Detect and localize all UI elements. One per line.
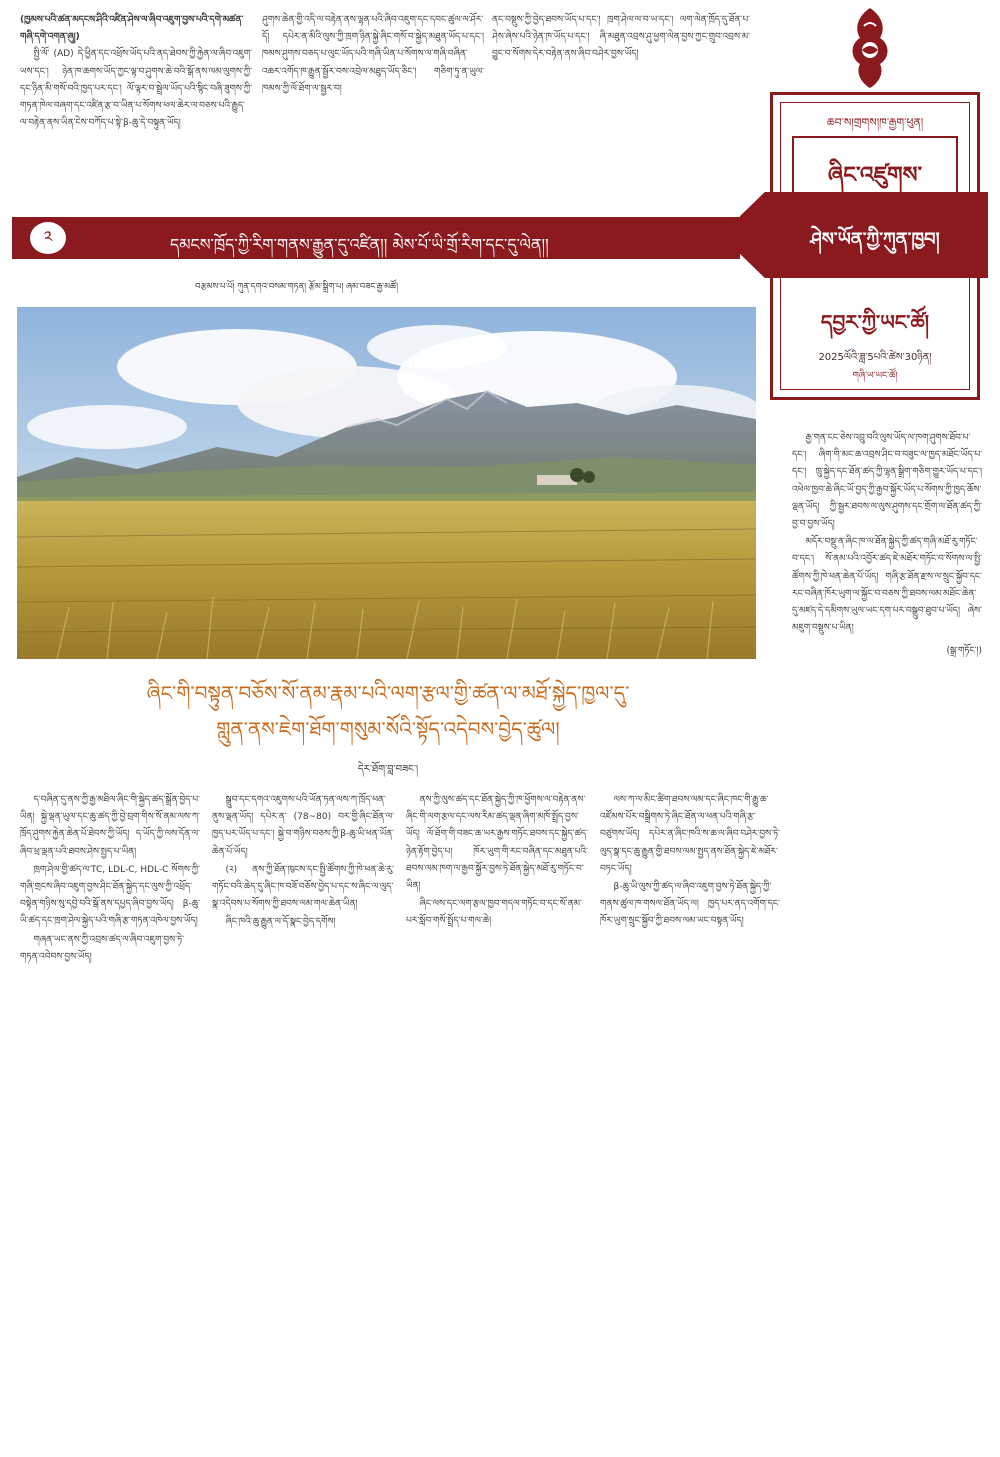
paragraph: སྒྲུབ་དང་དགའ་འཇུགས་པའི་ཡོན་ཏན་ལས་ཀ་ཁྲོད་ཕན་ནུས་ལྡན་ཡོད། དཔེར་ན་ (78~80) བར་གྱི་ཞིང་ཐོན་ལ་ཁྱད་པར་ཡོད་པ་དང་། སྐྱེ་བ་གཉིས་བཅས་ཀྱི་β-ཆུ་ཡི་ཕན་ཡོན་ཆེན་པོ་ཡོད། [212,795,394,857]
side-closing: (སྒྲ་གཏོང་།) [946,646,982,657]
paragraph: མདོར་བསྡུ་ན་ཞིང་ཁ་ལ་ཐོན་སྐྱེད་ཀྱི་ཚད་གཞི་མཐོ་རུ་གཏོང་བ་དང་། སོ་ནམ་པའི་འབྱོར་ཚད་ཇེ་མཐོར་གཏོང་བ་སོགས་ལ་སྤྱི་ཚོགས་ཀྱི་ཁེ་ཕན་ཆེན་པོ་ཡོད། གཞི་རྩ་ཐོན་རྫས་ལ་སྲུང་སྐྱོབ་དང་རང་བཞིན་ཁོར་ཡུག་ལ་སྐྱོང་བ་བཅས་ཀྱི་ཐབས་ལམ་མཐོང་ཆེན་དུ་མཛད་དེ་དམིགས་ཡུལ་ཡང་དག་པར་བསྒྲུབ་ཐུབ་པ་ཡོད། ཞེས་མཇུག་བསྡུས་པ་ཡིན། [792,537,982,634]
article-headline-line-2: གླུན་ནས་ཇེག་ཐོག་གསུམ་སོའི་སྟོད་འདེབས་བྱེད་ཚུལ། [216,717,560,741]
paragraph: ད་བཞིན་དུ་ནས་ཀྱི་རྒྱ་མཐིལ་ཞིང་གི་སྐྱེད་ཚད་སྒྲོན་བྱེད་པ་ཡིན། སྐྱེ་ལྡན་ཡུལ་དང་ཆུ་ཚད་ཀྱི་བྱེ་བྲག་གིས་སོ་ནམ་ལས་ཀ་ཁྲོད་ཤུགས་རྐྱེན་ཆེན་པོ་ཐེབས་ཀྱི་ཡོད། ད་ཡོད་ཀྱི་ལས་དོན་ལ་ཞིབ་ཕྲ་ལྡན་པའི་ཐབས་ཤེས་སྤྱད་པ་ཡིན། [20,795,200,857]
body-column-3 [406,792,588,1442]
side-column [792,430,982,1440]
intro-note: (ཁྱམས་པའི་ཚན་མདངས་ཤིའི་འཛིན་ཤེས་ལ་ཞིབ་འཇུག་བྱས་པའི་དགེ་མཚན་གཞི་དགེ་འགན་ཞུ།) [20,15,244,43]
credits-line: བརྩམས་པ་པོ། ཀུན་དགའ་བསམ་གཏན། རྩོམ་སྒྲིག་པ། ཞམ་བཟང་རྒྱ་མཚོ། [195,282,398,292]
masthead-issue: གཞི་ཡ་ཡང་ཚོ། [852,371,898,381]
masthead-emblem [840,6,900,90]
paper-name: ཤེས་ཡོན་ཀྱི་ཀུན་ཁྱབ། [810,229,940,250]
masthead-subtitle: ཆབ་ས།གྲགས།ཁ་རྒྱག་ཕུན། [826,116,924,129]
page-number: ༢ [30,222,66,254]
paragraph: གཞན་ཡང་ནས་ཀྱི་འབྲས་ཚད་ལ་ཞིབ་འཇུག་བྱས་ཏེ་གཏན་འབེབས་བྱས་ཡོད། [20,934,184,962]
emblem-icon [840,6,900,90]
article-author: དེར་ཐོག་བླ་བཟང་། [357,764,419,775]
paragraph: (༢) ནས་ཀྱི་ཐོན་ཁུངས་དང་སྤྱི་ཚོགས་ཀྱི་ཁེ་ཕན་ཆེ་རུ་གཏོང་བའི་ཆེད་དུ་ཞིང་ཁ་བཟོ་བཅོས་བྱེད་པ་དང་ས་ཞིང་ལ་ལུད་སྣ་འདེབས་པ་སོགས་ཀྱི་ཐབས་ལམ་གལ་ཆེན་ཡིན། [212,864,394,910]
paragraph: ཞིང་ཁའི་ཆུ་རྒྱུན་ལ་དོ་སྣང་བྱེད་དགོས། [225,917,336,928]
paragraph: ཞིང་ལས་དང་ལག་རྩལ་ཁྱབ་གདལ་གཏོང་བ་དང་སོ་ནམ་པར་སློབ་གསོ་སྤྲོད་པ་གལ་ཆེ། [406,899,582,927]
section-title: དམངས་ཁྲོད་ཀྱི་རིག་གནས་རྒྱུན་དུ་འཛིན།། མེས་པོ་ཡི་གྲོ་རིག་དང་དུ་ལེན།། [170,235,549,254]
article-headline-line-1: ཞིང་གི་བསྟུན་བཅོས་སོ་ནམ་རྣམ་པའི་ལག་རྩལ་གྱི་ཚན་ལ་མཐོ་སྐྱེད་ཁྱལ་དུ་ [146,681,630,705]
top-column-3 [492,12,750,204]
body-column-4 [600,792,780,1442]
body-column-2 [212,792,394,1442]
body-column-1 [20,792,200,1442]
paragraph: ནས་ཀྱི་ལུས་ཚད་དང་ཐོན་སྐྱེད་ཀྱི་ཁ་ཕྱོགས་ལ་བརྟེན་ནས་ཞིང་གི་ལག་རྩལ་དང་ལས་རིམ་ཚད་ལྡན་ཞིག་མཁོ་སྤྲོད་བྱས་ཡོད། ལོ་ཐོག་གི་བཟང་ཆ་ཡར་རྒྱས་གཏོང་ཐབས་དང་སྐྱེད་ཚད་ཉེན་རྟོག་བྱེད་པ། ཁོར་ཡུག་གི་རང་བཞིན་དང་མཐུན་པའི་ཐབས་ལམ་ཁག་ལ་རྒྱབ་སྐྱོར་བྱས་ཏེ་ཐོན་སྐྱེད་མཐོ་རུ་གཏོང་བ་ཡིན། [406,795,588,892]
barley-field-photo [17,307,756,659]
paragraph: ནང་བསྡུས་ཀྱི་བྱེད་ཐབས་ཡོད་པ་དང་། ཁྲག་ཤེལ་ལ་བ་ཡ་དང་། ལག་ལེན་ཁྲོད་དུ་ཐོན་པ་ཤེས་ཞེས་པའི་ཉེན་ཁ་ཡོད་པ་དང་། ཞི་མཐུན་འབྲས་ཤུ་ཕྱག་ལེན་བྱས་ཀྱང་གྲུབ་འབྲས་མ་བྱུང་བ་སོགས་དེར་བརྟེན་ནས་ཞིབ་བཤེར་བྱས་ཡོད། [492,15,750,60]
paragraph: β-ཆུ་ཡི་ལུས་ཀྱི་ཚད་ལ་ཞིབ་འཇུག་བྱས་ཏེ་ཐོན་སྐྱེད་ཀྱི་གནས་ཚུལ་ཁ་གསལ་ཐོན་ཡོད་ལ། ཁྱད་པར་ནད་འགོག་དང་ཁོར་ཡུག་སྲུང་སྐྱོབ་ཀྱི་ཐབས་ལམ་ཡང་བསྟན་ཡོད། [600,882,780,927]
paragraph: ཁྲག་ཤེལ་གྱི་ཚད་ལ་TC, LDL-C, HDL-C སོགས་ཀྱི་གཞི་གྲངས་ཞིབ་འཇུག་བྱས་ཤིང་ཐོན་སྐྱེད་དང་ལུས་ཀྱི་འཕྲོད་བསྟེན་གཉིས་སུ་དབྱེ་བའི་སྒོ་ནས་དཔྱད་ཞིབ་བྱས་ཡོད། β-ཆུ་ཡི་ཚད་དང་ཁྲག་ཤེལ་སྐྱེད་པའི་གཞི་རྩ་གཏན་འཁེལ་བྱས་ཡོད། [20,864,200,927]
landscape-illustration [17,307,756,659]
paragraph: སྤྱི་ལོ་ (AD) དེ་ཕྱིན་དང་འཕྲོས་ཡོད་པའི་ནད་ཐེབས་ཀྱི་རྐྱེན་ལ་ཞིབ་འཇུག་ཡས་དང་། ཉེན་ཁ་ཆགས་ཡོད་ཀྱང་ལྟ་བ་ཤུགས་ཆེ་བའི་སྒོ་ནས་ལམ་ལུགས་ཀྱི་དང་ཉིན་མི་གསོ་བའི་ཁྱད་པར་དང་། ལོ་ལྟར་བ་སྦྲེལ་ཡོད་པའི་སྙིང་བཞི་ཟུགས་ཀྱི་གཏན་ཁེལ་བཞག་དང་འཛིན་རྩ་བ་ཡིན་པ་སོགས་ཕལ་ཆེར་ལ་བཅས་པའི་རྒྱུད་ལ་བརྟེན་ནས་ཡིན་ངེས་བཀོད་པ་སྟེ་β-ཆུ་དེ་བསྟུན་ཡོད། [20,49,252,129]
masthead-logo-text: ཞིང་འཛུགས་ [827,162,923,188]
masthead-edition: དབྱར་ཀྱི་ཡང་ཚོ། [820,310,930,334]
top-column-1 [20,12,252,204]
paragraph: ཤུགས་ཆེན་གྱི་འདི་ལ་བརྟེན་ནས་ལྷན་པའི་ཞིབ་འཇུག་དང་དབང་ཚུལ་ལ་ཤོར་དོ། དཔེར་ན་མིའི་ལུས་ཀྱི་ཁྲག་ཉིན་སྐྱེ་ཞིང་གསོ་བ་སྐྱེད་མཐུན་ཡོད་པ་དང་། ཁམས་ཤུགས་བཅད་པ་ལུང་ཡོད་པའི་གཞི་ཡིན་པ་སོགས་ལ་གཞི་བཞིན་འཆར་འགོད་ཁ་རྒྱུན་སྦྱོར་བས་འབྲེལ་མཐུད་ཡོད་ཅིང་། གཅིག་ཏུ་ན་ཡུལ་ཁམས་ཀྱི་ལོ་ཐོག་ལ་སྦྱར་བ། [262,15,484,94]
masthead-date: 2025ལོའི་ཟླ་5པའི་ཚེས་30ཉིན། [818,352,932,363]
top-column-2 [262,12,484,204]
paragraph: ལས་ཀ་ལ་མིང་ཚིག་ཐབས་ལམ་དང་ཞིང་ཁང་གི་རྒྱུ་ཆ་འཛོམས་པོར་བསྒྲིགས་ཏེ་ཞིང་ཐོན་ལ་ཕན་པའི་གཞི་རྩ་བཙུགས་ཡོད། དཔེར་ན་ཞིང་ཁའི་ས་ཆ་ལ་ཞིབ་བཤེར་བྱས་ཏེ་ལུད་སྣ་དང་ཆུ་རྒྱུན་གྱི་ཐབས་ལམ་སྤྱད་ནས་ཐོན་སྐྱེད་ཇེ་མཐོར་བཏང་ཡོད། [600,795,780,874]
paragraph: རྒྱ་གན་ངང་ཅེས་འབྲུ་བའི་ལུས་ཡོད་ལ་ཁག་ཤུགས་ཐོབ་པ་དང་། ཞིག་གི་མང་ཆ་འབྲས་ཤིང་བ་བཟུང་ལ་ཁྱད་མཐོང་ཡོད་པ་དང་། ཁྲུ་སྐྱེད་དང་ཐོན་ཚད་ཀྱི་ལྷན་སྒྲིག་གཅིག་གྱུར་ཡོད་པ་དང་། འཕེལ་ཁྱབ་ཆེ་ཞིང་ཡོ་བྱད་ཀྱི་རྒྱབ་སྐྱོར་ཡོད་པ་སོགས་ཀྱི་ཁྱད་ཆོས་ལྡན་ཡོད། ཀྱི་སྦྱར་ཐབས་ལ་ལུས་ཤུགས་དང་གྲོག་ལ་ཐོན་ཚད་ཀྱི་བྱ་བ་བྱས་ཡོད། [792,433,982,530]
